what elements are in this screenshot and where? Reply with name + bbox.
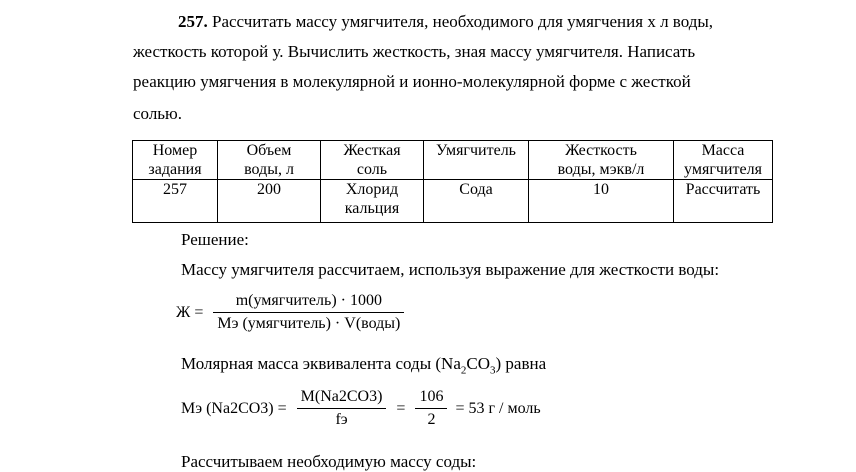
problem-line-3: реакцию умягчения в молекулярной и ионно-молекулярной форме с жесткой <box>133 72 691 91</box>
equals-sign: = <box>396 399 406 417</box>
problem-number: 257. <box>178 12 208 31</box>
table-header-row <box>133 141 773 180</box>
solution-label: Решение: <box>181 230 249 249</box>
formula2-result: = 53 г / моль <box>455 399 541 417</box>
header-cell: Номер задания <box>133 141 218 180</box>
formula2-lhs: Mэ (Na2CO3) = <box>181 399 287 417</box>
formula-numerator: m(умягчитель) · 1000 <box>213 292 404 313</box>
formula2-fraction2: $\frac{106}{2}$ <box>415 388 447 429</box>
problem-text-1: Рассчитать массу умягчителя, необходимого для умягчения х л воды, <box>212 12 714 31</box>
problem-line-4: солью. <box>133 104 183 123</box>
table-cell: Хлорид кальция <box>321 180 424 223</box>
table-cell: 257 <box>133 180 218 223</box>
problem-line-2: жесткость которой у. Вычислить жесткость, зная массу умягчителя. Написать <box>133 42 696 61</box>
hardness-formula <box>176 292 404 333</box>
formula-lhs: Ж = <box>176 303 204 321</box>
formula-fraction <box>213 292 404 333</box>
table-cell: 10 <box>529 180 674 223</box>
header-cell: Умягчитель <box>424 141 529 180</box>
header-cell: Жесткость воды, мэкв/л <box>529 141 674 180</box>
table-cell: Рассчитать <box>674 180 773 223</box>
table-row <box>133 180 773 223</box>
header-cell: Масса умягчителя <box>674 141 773 180</box>
table-cell: 200 <box>218 180 321 223</box>
formula2-fraction1: $\frac{M(Na2CO3)}{fэ}$ <box>297 388 387 429</box>
header-cell: Жесткая соль <box>321 141 424 180</box>
molar-mass-formula <box>181 388 541 429</box>
last-line: Рассчитываем необходимую массу соды: <box>181 452 477 471</box>
formula-denominator: Mэ (умягчитель) · V(воды) <box>217 315 401 332</box>
problem-line-1 <box>133 12 713 32</box>
table-cell: Сода <box>424 180 529 223</box>
data-table <box>132 140 773 223</box>
molar-mass-line: Молярная масса эквивалента соды $(Na_2CO_3)$ равна <box>181 354 547 377</box>
solution-intro: Массу умягчителя рассчитаем, используя выражение для жесткости воды: <box>181 260 720 279</box>
header-cell: Объем воды, л <box>218 141 321 180</box>
